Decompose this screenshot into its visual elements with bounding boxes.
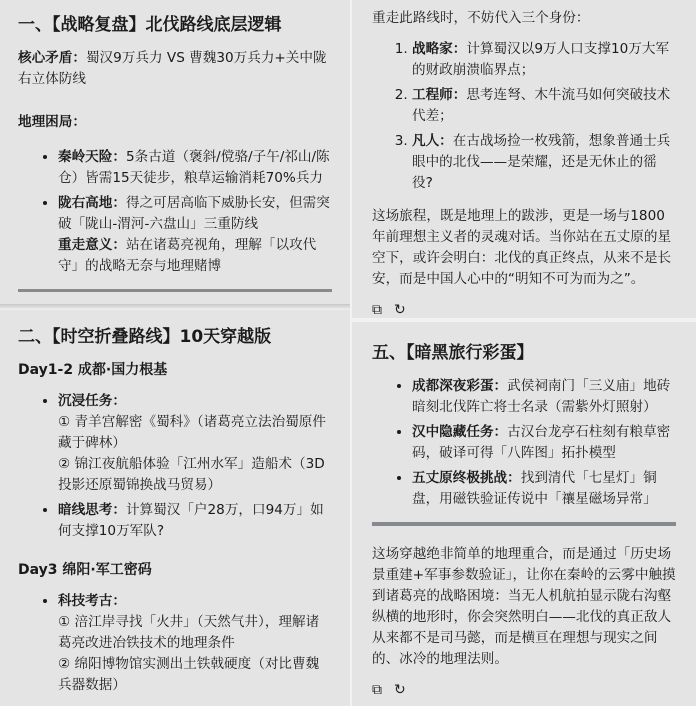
copy-icon[interactable]: ⧉	[372, 682, 382, 698]
item-label: 陇右高地：	[58, 195, 126, 211]
divider	[18, 289, 332, 292]
section2-title: 二、【时空折叠路线】10天穿越版	[18, 327, 272, 347]
list-item	[412, 131, 676, 194]
section1-title: 一、【战略复盘】北伐路线底层逻辑	[18, 15, 282, 35]
easter-egg-list	[372, 376, 676, 510]
core-conflict	[18, 48, 332, 90]
list-item	[58, 391, 332, 496]
role-label: 凡人：	[412, 133, 453, 149]
core-label: 核心矛盾：	[18, 50, 86, 66]
geo-label	[18, 112, 332, 133]
regenerate-icon[interactable]: ↻	[394, 682, 406, 698]
geo-list	[18, 147, 332, 277]
list-item	[58, 193, 332, 277]
section5-title: 五、【暗黑旅行彩蛋】	[372, 343, 534, 363]
closing-paragraph: 这场旅程，既是地理上的跋涉，更是一场与1800年前理想主义者的灵魂对话。当你站在五丈原的星空下，或许会明白：北伐的真正终点，从来不是长安，而是中国人心中的“明知不可为而为之”。	[372, 208, 672, 287]
closing-paragraph: 这场穿越绝非简单的地理重合，而是通过「历史场景重建+军事参数验证」，让你在秦岭的云雾中触摸到诸葛亮的战略困境：当无人机航拍显示陇右沟壑纵横的地形时，你会突然明白——北伐的真正敌人从来都不是司马懿，而是横亘在理想与现实之间的、冰冷的地理法则。	[372, 546, 676, 667]
role-label: 战略家：	[412, 41, 467, 57]
day1-heading: Day1-2 成都·国力根基	[18, 362, 168, 378]
list-item	[412, 422, 676, 464]
list-item	[412, 376, 676, 418]
item-text: 古汉台龙亭石柱刻有粮草密码，破译可得「八阵图」拓扑模型	[412, 424, 671, 461]
section1-panel	[0, 0, 350, 306]
list-item	[412, 468, 676, 510]
regenerate-icon[interactable]: ↻	[394, 302, 406, 318]
list-item	[58, 591, 332, 696]
message-actions	[372, 300, 676, 318]
meaning-label: 重走意义：	[58, 237, 126, 253]
list-item	[412, 39, 676, 81]
geo-label-text: 地理困局：	[18, 114, 86, 130]
role-label: 工程师：	[412, 87, 467, 103]
list-item	[58, 500, 332, 542]
meaning-text: 站在诸葛亮视角，理解「以攻代守」的战略无奈与地理赌博	[58, 237, 317, 274]
item-text: 找到清代「七星灯」铜盘，用磁铁验证传说中「禳星磁场异常」	[412, 470, 657, 507]
core-text: 蜀汉9万兵力 VS 曹魏30万兵力+关中陇右立体防线	[18, 50, 327, 87]
section3-panel	[352, 0, 696, 318]
divider	[372, 522, 676, 526]
list-item	[412, 85, 676, 127]
item-label: 五丈原终极挑战：	[412, 470, 521, 486]
copy-icon[interactable]: ⧉	[372, 302, 382, 318]
item-label: 成都深夜彩蛋：	[412, 378, 508, 394]
role-text: 计算蜀汉以9万人口支撑10万大军的财政崩溃临界点；	[412, 41, 670, 78]
message-actions	[372, 680, 676, 701]
item-line: ① 涪江岸寻找「火井」（天然气井），理解诸葛亮改进冶铁技术的地理条件	[58, 614, 320, 651]
item-label: 汉中隐藏任务：	[412, 424, 508, 440]
item-line: ② 锦江夜航船体验「江州水军」造船术（3D投影还原蜀锦换战马贸易）	[58, 456, 325, 493]
item-text: 计算蜀汉「户28万，口94万」如何支撑10万军队?	[58, 502, 324, 539]
section2-panel	[0, 310, 350, 706]
role-text: 在古战场捡一枚残箭，想象普通士兵眼中的北伐——是荣耀，还是无休止的徭役?	[412, 133, 671, 191]
item-text: 5条古道（褒斜/傥骆/子午/祁山/陈仓）皆需15天徒步，粮草运输消耗70%兵力	[58, 149, 330, 186]
item-label: 秦岭天险：	[58, 149, 126, 165]
day1-list	[18, 391, 332, 542]
day3-heading: Day3 绵阳·军工密码	[18, 562, 152, 578]
role-text: 思考连弩、木牛流马如何突破技术代差；	[412, 87, 671, 124]
section5-panel	[352, 322, 696, 706]
item-line: ① 青羊宫解密《蜀科》（诸葛亮立法治蜀原件藏于碑林）	[58, 414, 326, 451]
item-text: 武侯祠南门「三义庙」地砖暗刻北伐阵亡将士名录（需紫外灯照射）	[412, 378, 671, 415]
roles-intro: 重走此路线时，不妨代入三个身份：	[372, 10, 590, 26]
item-text: 得之可居高临下威胁长安，但需突破「陇山-渭河-六盘山」三重防线	[58, 195, 330, 232]
item-label: 沉浸任务：	[58, 393, 126, 409]
item-label: 科技考古：	[58, 593, 126, 609]
item-label: 暗线思考：	[58, 502, 126, 518]
list-item	[58, 147, 332, 189]
roles-list	[372, 39, 676, 194]
day3-list	[18, 591, 332, 696]
item-line: ② 绵阳博物馆实测出土铁戟硬度（对比曹魏兵器数据）	[58, 656, 320, 693]
